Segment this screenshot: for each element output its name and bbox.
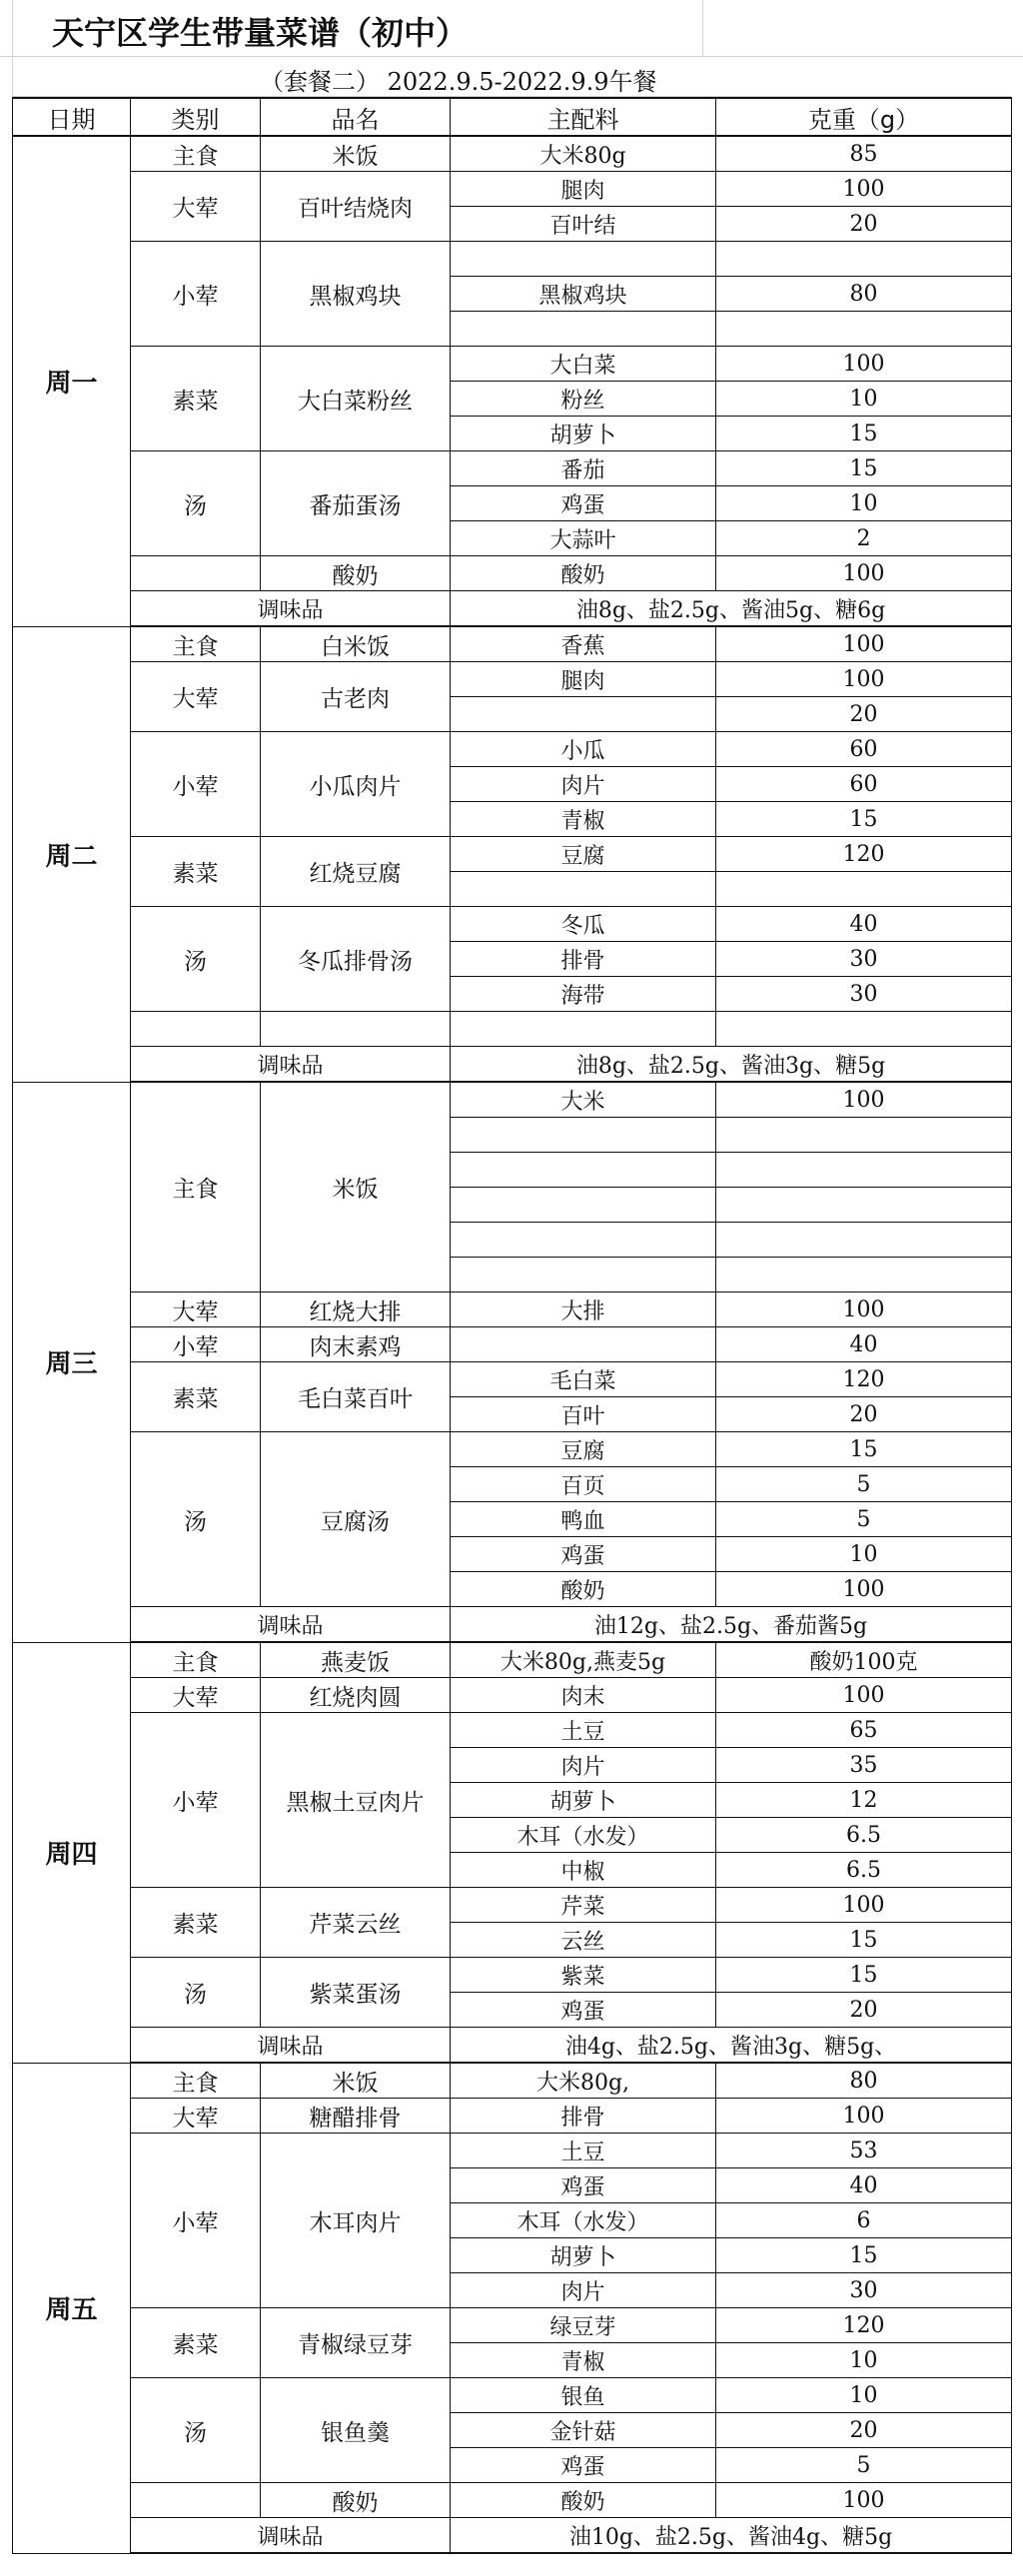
seasoning-label: 调味品: [131, 1047, 451, 1083]
ingredient-cell: 香蕉: [451, 626, 716, 662]
weight-cell: 53: [716, 2134, 1012, 2168]
ingredient-cell: 肉末: [451, 1678, 716, 1713]
ingredient-cell: 鸡蛋: [451, 486, 716, 521]
category-cell: 小荤: [131, 732, 261, 837]
category-cell: 大荤: [131, 662, 261, 732]
seasoning-row: [13, 2518, 1012, 2554]
weight-cell: 40: [716, 1327, 1012, 1362]
weight-cell: 15: [716, 451, 1012, 486]
weight-cell: 100: [716, 1888, 1012, 1923]
dish-cell: 冬瓜排骨汤: [261, 907, 451, 1012]
weight-cell: 12: [716, 1783, 1012, 1818]
dish-cell: [261, 1012, 451, 1047]
category-cell: 汤: [131, 907, 261, 1012]
dish-cell: 米饭: [261, 2063, 451, 2099]
ingredient-cell: 小瓜: [451, 732, 716, 767]
dish-cell: 大白菜粉丝: [261, 347, 451, 451]
table-row: [13, 1958, 1012, 1993]
category-cell: 素菜: [131, 2308, 261, 2378]
category-cell: 主食: [131, 1642, 261, 1678]
ingredient-cell: 海带: [451, 977, 716, 1012]
dish-cell: 番茄蛋汤: [261, 451, 451, 556]
ingredient-cell: [451, 697, 716, 732]
weight-cell: 15: [716, 1958, 1012, 1993]
ingredient-cell: 酸奶: [451, 2483, 716, 2518]
weight-cell: 20: [716, 1397, 1012, 1432]
table-row: [13, 2378, 1012, 2413]
dish-cell: 毛白菜百叶: [261, 1362, 451, 1432]
ingredient-cell: 粉丝: [451, 382, 716, 417]
dish-cell: 银鱼羹: [261, 2378, 451, 2483]
table-row: [13, 2483, 1012, 2518]
weight-cell: 2: [716, 521, 1012, 556]
table-row: [13, 1642, 1012, 1678]
table-row: [13, 1432, 1012, 1467]
ingredient-cell: [451, 312, 716, 347]
seasoning-label: 调味品: [131, 591, 451, 627]
ingredient-cell: 鸡蛋: [451, 1537, 716, 1572]
ingredient-cell: 大米: [451, 1082, 716, 1118]
seasoning-label: 调味品: [131, 1607, 451, 1643]
menu-table-body: [13, 98, 1012, 2553]
category-cell: 大荤: [131, 1678, 261, 1713]
ingredient-cell: 胡萝卜: [451, 2238, 716, 2273]
category-cell: 小荤: [131, 1327, 261, 1362]
dish-cell: 紫菜蛋汤: [261, 1958, 451, 2028]
weight-cell: 5: [716, 1467, 1012, 1502]
dish-cell: 青椒绿豆芽: [261, 2308, 451, 2378]
category-cell: [131, 1012, 261, 1047]
ingredient-cell: 木耳（水发）: [451, 2203, 716, 2238]
weight-cell: [716, 872, 1012, 907]
weight-cell: [716, 1012, 1012, 1047]
weight-cell: 15: [716, 1923, 1012, 1958]
ingredient-cell: 排骨: [451, 942, 716, 977]
dish-cell: 黑椒土豆肉片: [261, 1713, 451, 1888]
table-row: [13, 2308, 1012, 2343]
page-title: 天宁区学生带量菜谱（初中）: [52, 14, 469, 52]
category-cell: 主食: [131, 136, 261, 172]
weight-cell: 6.5: [716, 1818, 1012, 1853]
header-weight: 克重（g）: [716, 98, 1012, 136]
dish-cell: 酸奶: [261, 2483, 451, 2518]
ingredient-cell: 银鱼: [451, 2378, 716, 2413]
table-row: [13, 1362, 1012, 1397]
dish-cell: 百叶结烧肉: [261, 172, 451, 242]
weight-cell: 20: [716, 2413, 1012, 2448]
ingredient-cell: 毛白菜: [451, 1362, 716, 1397]
dish-cell: 肉末素鸡: [261, 1327, 451, 1362]
weight-cell: 5: [716, 2448, 1012, 2483]
title-row: [0, 0, 1023, 56]
day-cell: 周一: [13, 136, 131, 626]
weight-cell: 30: [716, 977, 1012, 1012]
weight-cell: 10: [716, 2378, 1012, 2413]
weight-cell: 40: [716, 2168, 1012, 2203]
weight-cell: [716, 1153, 1012, 1188]
seasoning-label: 调味品: [131, 2028, 451, 2064]
ingredient-cell: 鸭血: [451, 1502, 716, 1537]
header-dish: 品名: [261, 98, 451, 136]
ingredient-cell: 冬瓜: [451, 907, 716, 942]
weight-cell: 80: [716, 2063, 1012, 2099]
table-row: [13, 732, 1012, 767]
table-row: [13, 172, 1012, 207]
ingredient-cell: 腿肉: [451, 662, 716, 697]
ingredient-cell: 酸奶: [451, 1572, 716, 1607]
category-cell: 主食: [131, 626, 261, 662]
header-date: 日期: [13, 98, 131, 136]
ingredient-cell: 大蒜叶: [451, 521, 716, 556]
ingredient-cell: 酸奶: [451, 556, 716, 591]
weight-cell: 100: [716, 347, 1012, 382]
ingredient-cell: 豆腐: [451, 1432, 716, 1467]
dish-cell: 豆腐汤: [261, 1432, 451, 1607]
table-row: [13, 1678, 1012, 1713]
weight-cell: 60: [716, 732, 1012, 767]
weight-cell: 10: [716, 486, 1012, 521]
ingredient-cell: [451, 1258, 716, 1292]
category-cell: 素菜: [131, 837, 261, 907]
weight-cell: 30: [716, 942, 1012, 977]
weight-cell: 10: [716, 382, 1012, 417]
ingredient-cell: 大米80g,: [451, 2063, 716, 2099]
weight-cell: 120: [716, 837, 1012, 872]
table-row: [13, 1888, 1012, 1923]
dish-cell: 米饭: [261, 1082, 451, 1292]
weight-cell: 60: [716, 767, 1012, 802]
weight-cell: 35: [716, 1748, 1012, 1783]
weight-cell: 20: [716, 697, 1012, 732]
ingredient-cell: 肉片: [451, 767, 716, 802]
weight-cell: 6.5: [716, 1853, 1012, 1888]
table-row: [13, 136, 1012, 172]
table-row: [13, 1713, 1012, 1748]
table-row: [13, 1082, 1012, 1118]
grid-line: [12, 0, 13, 96]
ingredient-cell: [451, 872, 716, 907]
category-cell: 大荤: [131, 1292, 261, 1327]
ingredient-cell: 鸡蛋: [451, 1993, 716, 2028]
table-row: [13, 837, 1012, 872]
category-cell: 小荤: [131, 242, 261, 347]
ingredient-cell: [451, 242, 716, 277]
ingredient-cell: [451, 1223, 716, 1258]
ingredient-cell: [451, 1188, 716, 1223]
weight-cell: 6: [716, 2203, 1012, 2238]
seasoning-value: 油8g、盐2.5g、酱油3g、糖5g: [451, 1047, 1012, 1083]
dish-cell: 红烧大排: [261, 1292, 451, 1327]
category-cell: 主食: [131, 2063, 261, 2099]
day-cell: 周四: [13, 1642, 131, 2063]
weight-cell: [716, 1223, 1012, 1258]
weight-cell: 20: [716, 1993, 1012, 2028]
weight-cell: 30: [716, 2273, 1012, 2308]
ingredient-cell: [451, 1012, 716, 1047]
category-cell: [131, 556, 261, 591]
category-cell: 汤: [131, 1958, 261, 2028]
weight-cell: 65: [716, 1713, 1012, 1748]
table-row: [13, 2063, 1012, 2099]
seasoning-label: 调味品: [131, 2518, 451, 2554]
dish-cell: 芹菜云丝: [261, 1888, 451, 1958]
weight-cell: 酸奶100克: [716, 1642, 1012, 1678]
dish-cell: 黑椒鸡块: [261, 242, 451, 347]
table-row: [13, 556, 1012, 591]
ingredient-cell: 胡萝卜: [451, 417, 716, 451]
weight-cell: [716, 312, 1012, 347]
weight-cell: 5: [716, 1502, 1012, 1537]
dish-cell: 白米饭: [261, 626, 451, 662]
ingredient-cell: 百页: [451, 1467, 716, 1502]
dish-cell: 古老肉: [261, 662, 451, 732]
category-cell: 汤: [131, 1432, 261, 1607]
header-row: [13, 98, 1012, 136]
weight-cell: 10: [716, 2343, 1012, 2378]
ingredient-cell: 胡萝卜: [451, 1783, 716, 1818]
ingredient-cell: 鸡蛋: [451, 2168, 716, 2203]
weight-cell: [716, 1118, 1012, 1153]
ingredient-cell: 青椒: [451, 2343, 716, 2378]
category-cell: 素菜: [131, 1888, 261, 1958]
seasoning-row: [13, 1607, 1012, 1643]
ingredient-cell: 绿豆芽: [451, 2308, 716, 2343]
table-row: [13, 1327, 1012, 1362]
weight-cell: 120: [716, 1362, 1012, 1397]
ingredient-cell: 腿肉: [451, 172, 716, 207]
weight-cell: 15: [716, 1432, 1012, 1467]
weight-cell: 40: [716, 907, 1012, 942]
seasoning-row: [13, 2028, 1012, 2064]
weight-cell: 100: [716, 556, 1012, 591]
weight-cell: 100: [716, 1292, 1012, 1327]
ingredient-cell: [451, 1118, 716, 1153]
ingredient-cell: 肉片: [451, 2273, 716, 2308]
seasoning-value: 油12g、盐2.5g、番茄酱5g: [451, 1607, 1012, 1643]
category-cell: 素菜: [131, 347, 261, 451]
category-cell: 大荤: [131, 172, 261, 242]
table-row: [13, 907, 1012, 942]
ingredient-cell: 大排: [451, 1292, 716, 1327]
ingredient-cell: 鸡蛋: [451, 2448, 716, 2483]
ingredient-cell: 大白菜: [451, 347, 716, 382]
table-row: [13, 347, 1012, 382]
ingredient-cell: 青椒: [451, 802, 716, 837]
category-cell: 主食: [131, 1082, 261, 1292]
ingredient-cell: 豆腐: [451, 837, 716, 872]
header-ingredient: 主配料: [451, 98, 716, 136]
day-cell: 周五: [13, 2063, 131, 2553]
ingredient-cell: 百叶: [451, 1397, 716, 1432]
weight-cell: 100: [716, 2099, 1012, 2134]
weight-cell: 100: [716, 1082, 1012, 1118]
ingredient-cell: 肉片: [451, 1748, 716, 1783]
table-row: [13, 451, 1012, 486]
category-cell: 小荤: [131, 1713, 261, 1888]
weight-cell: 15: [716, 2238, 1012, 2273]
weight-cell: 85: [716, 136, 1012, 172]
day-cell: 周三: [13, 1082, 131, 1642]
weight-cell: 100: [716, 1678, 1012, 1713]
dish-cell: 燕麦饭: [261, 1642, 451, 1678]
table-row: [13, 662, 1012, 697]
table-row: [13, 1012, 1012, 1047]
weight-cell: 20: [716, 207, 1012, 242]
category-cell: 小荤: [131, 2134, 261, 2308]
dish-cell: 小瓜肉片: [261, 732, 451, 837]
ingredient-cell: 木耳（水发）: [451, 1818, 716, 1853]
dish-cell: 红烧豆腐: [261, 837, 451, 907]
weight-cell: 100: [716, 1572, 1012, 1607]
ingredient-cell: 紫菜: [451, 1958, 716, 1993]
grid-line: [702, 0, 703, 56]
day-cell: 周二: [13, 626, 131, 1082]
category-cell: 汤: [131, 2378, 261, 2483]
seasoning-row: [13, 1047, 1012, 1083]
category-cell: [131, 2483, 261, 2518]
weight-cell: 100: [716, 626, 1012, 662]
menu-table: [12, 97, 1012, 2554]
ingredient-cell: 中椒: [451, 1853, 716, 1888]
seasoning-value: 油10g、盐2.5g、酱油4g、糖5g: [451, 2518, 1012, 2554]
ingredient-cell: 土豆: [451, 2134, 716, 2168]
weight-cell: [716, 1258, 1012, 1292]
ingredient-cell: 百叶结: [451, 207, 716, 242]
weight-cell: [716, 242, 1012, 277]
category-cell: 汤: [131, 451, 261, 556]
category-cell: 素菜: [131, 1362, 261, 1432]
weight-cell: 100: [716, 662, 1012, 697]
ingredient-cell: 金针菇: [451, 2413, 716, 2448]
ingredient-cell: 大米80g: [451, 136, 716, 172]
dish-cell: 红烧肉圆: [261, 1678, 451, 1713]
seasoning-row: [13, 591, 1012, 627]
grid-line: [0, 56, 1023, 57]
weight-cell: 120: [716, 2308, 1012, 2343]
table-row: [13, 1292, 1012, 1327]
dish-cell: 米饭: [261, 136, 451, 172]
weight-cell: 10: [716, 1537, 1012, 1572]
dish-cell: 木耳肉片: [261, 2134, 451, 2308]
weight-cell: 15: [716, 802, 1012, 837]
table-row: [13, 242, 1012, 277]
ingredient-cell: 云丝: [451, 1923, 716, 1958]
weight-cell: 80: [716, 277, 1012, 312]
page-subtitle: （套餐二） 2022.9.5-2022.9.9午餐: [260, 68, 657, 96]
ingredient-cell: 芹菜: [451, 1888, 716, 1923]
ingredient-cell: 番茄: [451, 451, 716, 486]
ingredient-cell: 土豆: [451, 1713, 716, 1748]
header-category: 类别: [131, 98, 261, 136]
weight-cell: 15: [716, 417, 1012, 451]
table-row: [13, 626, 1012, 662]
table-row: [13, 2099, 1012, 2134]
ingredient-cell: 大米80g,燕麦5g: [451, 1642, 716, 1678]
dish-cell: 酸奶: [261, 556, 451, 591]
seasoning-value: 油4g、盐2.5g、酱油3g、糖5g、: [451, 2028, 1012, 2064]
ingredient-cell: 黑椒鸡块: [451, 277, 716, 312]
dish-cell: 糖醋排骨: [261, 2099, 451, 2134]
weight-cell: [716, 1188, 1012, 1223]
ingredient-cell: [451, 1327, 716, 1362]
seasoning-value: 油8g、盐2.5g、酱油5g、糖6g: [451, 591, 1012, 627]
weight-cell: 100: [716, 2483, 1012, 2518]
ingredient-cell: [451, 1153, 716, 1188]
ingredient-cell: 排骨: [451, 2099, 716, 2134]
weight-cell: 100: [716, 172, 1012, 207]
category-cell: 大荤: [131, 2099, 261, 2134]
table-row: [13, 2134, 1012, 2168]
